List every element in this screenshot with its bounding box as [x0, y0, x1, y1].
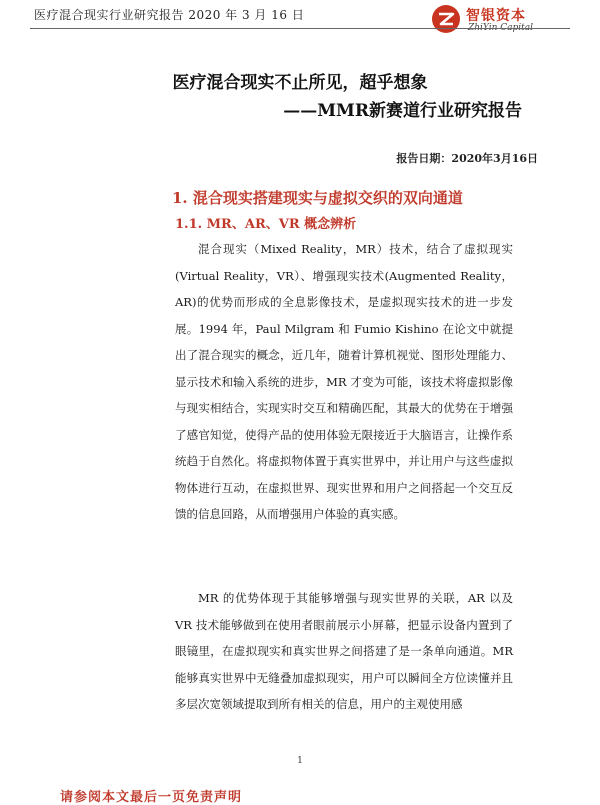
report-title: 医疗混合现实不止所见，超乎想象 — [172, 73, 428, 93]
report-date: 报告日期：2020年3月16日 — [396, 152, 538, 165]
body-paragraph: MR 的优势体现于其能够增强与现实世界的关联，AR 以及 VR 技术能够做到在使用者眼前展示小屏幕，把显示设备内置到了眼镜里，在虚拟现实和真实世界之间搭建了是一条单向通道。MR 能够真实世界中无缝叠加虚拟现实，用户可以瞬间全方位读懂并且多层次宽领域提取到所有相关的信息，用户的主观使用感 — [175, 591, 513, 711]
section-heading: 1. 混合现实搭建现实与虚拟交织的双向通道 — [172, 189, 463, 207]
header-divider — [30, 28, 570, 29]
running-header: 医疗混合现实行业研究报告 2020 年 3 月 16 日 — [34, 8, 305, 22]
report-subtitle: ——MMR新赛道行业研究报告 — [283, 101, 522, 121]
subsection-heading: 1.1. MR、AR、VR 概念辨析 — [175, 217, 357, 232]
page-number: 1 — [297, 756, 303, 766]
logo-english-name: ZhiYin Capital — [468, 23, 533, 33]
body-paragraph: 混合现实（Mixed Reality，MR）技术，结合了虚拟现实(Virtual Reality，VR）、增强现实技术(Augmented Reality，AR)的优势而形成的全息影像技术，是虚拟现实技术的进一步发展。1994 年，Paul Milgram 和 Fumio Kishino 在论文中就提出了混合现实的概念，近几年，随着计算机视觉、图形处理能力、显示技术和输入系统的进步，MR 才变为可能，该技术将虚拟影像与现实相结合，实现实时交互和精确匹配，其最大的优势在于增强了感官知觉，使得产品的使用体验无限接近于大脑语言，让操作系统趋于自然化。将虚拟物体置于真实世界中，并让用户与这些虚拟物体进行互动，在虚拟世界、现实世界和用户之间搭起一个交互反馈的信息回路，从而增强用户体验的真实感。 — [175, 242, 513, 521]
disclaimer-note: 请参阅本文最后一页免责声明 — [60, 790, 243, 805]
logo-chinese-name: 智银资本 — [466, 8, 526, 24]
